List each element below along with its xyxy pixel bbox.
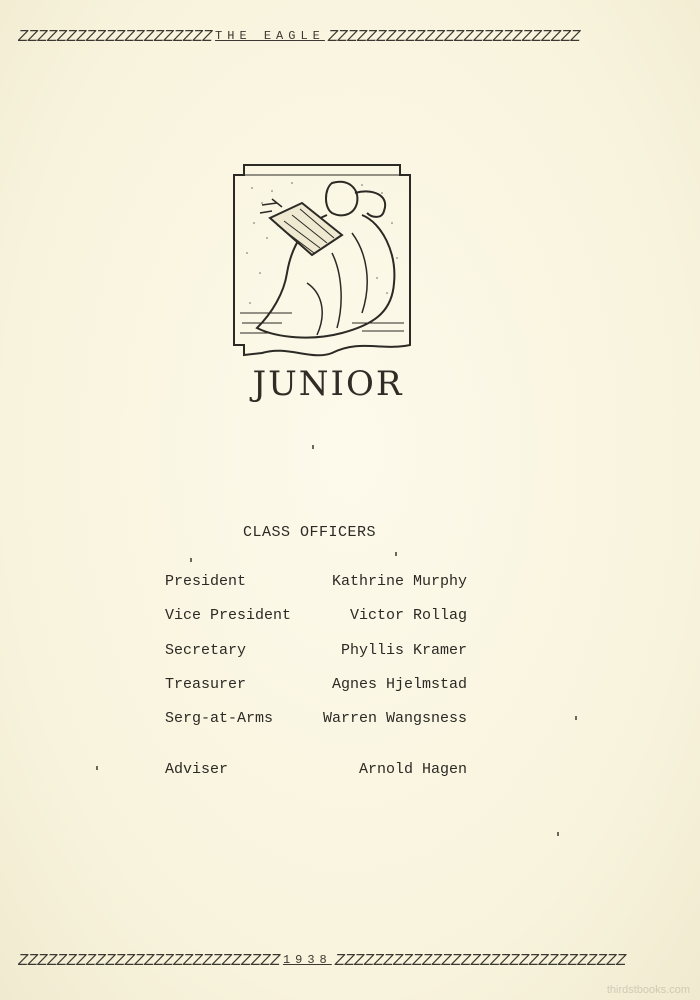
- officer-name: Warren Wangsness: [322, 710, 467, 727]
- footer-border: [18, 952, 682, 974]
- header-title: THE EAGLE: [215, 29, 325, 43]
- ink-speck: [395, 552, 397, 556]
- ink-speck: [575, 716, 577, 720]
- section-title: JUNIOR: [252, 364, 404, 404]
- officer-role: Adviser: [165, 761, 229, 778]
- officer-row: [165, 710, 467, 730]
- officer-role: Vice President: [165, 607, 292, 624]
- footer-border-left: ZZZZZZZZZZZZZZZZZZZZZZZZZZZ: [18, 952, 280, 971]
- ink-speck: [312, 445, 314, 449]
- officer-name: Victor Rollag: [349, 607, 467, 624]
- header-border-right: ZZZZZZZZZZZZZZZZZZZZZZZZZZ: [327, 28, 581, 47]
- footer-border-right: ZZZZZZZZZZZZZZZZZZZZZZZZZZZZZZ: [334, 952, 626, 971]
- officer-row: [165, 573, 467, 593]
- officer-row: [165, 676, 467, 696]
- class-officers-heading: CLASS OFFICERS: [243, 524, 377, 541]
- ink-speck: [557, 832, 559, 836]
- officer-name: Kathrine Murphy: [331, 573, 467, 590]
- officer-role: President: [165, 573, 247, 590]
- officer-name: Phyllis Kramer: [340, 642, 467, 659]
- officer-role: Serg-at-Arms: [165, 710, 274, 727]
- officer-row: [165, 607, 467, 627]
- monk-reading-icon: [232, 163, 412, 363]
- officer-role: Treasurer: [165, 676, 247, 693]
- officer-name: Agnes Hjelmstad: [331, 676, 467, 693]
- ink-speck: [96, 766, 98, 770]
- officer-name: Arnold Hagen: [358, 761, 467, 778]
- header-border-left: ZZZZZZZZZZZZZZZZZZZZ: [18, 28, 213, 47]
- footer-year: 1938: [282, 953, 332, 967]
- header-border: [18, 28, 682, 50]
- site-watermark: thirdstbooks.com: [606, 984, 690, 996]
- officer-role: Secretary: [165, 642, 247, 659]
- ink-speck: [190, 558, 192, 562]
- adviser-row: [165, 761, 467, 781]
- monk-reading-illustration: [232, 163, 412, 363]
- officer-row: [165, 642, 467, 662]
